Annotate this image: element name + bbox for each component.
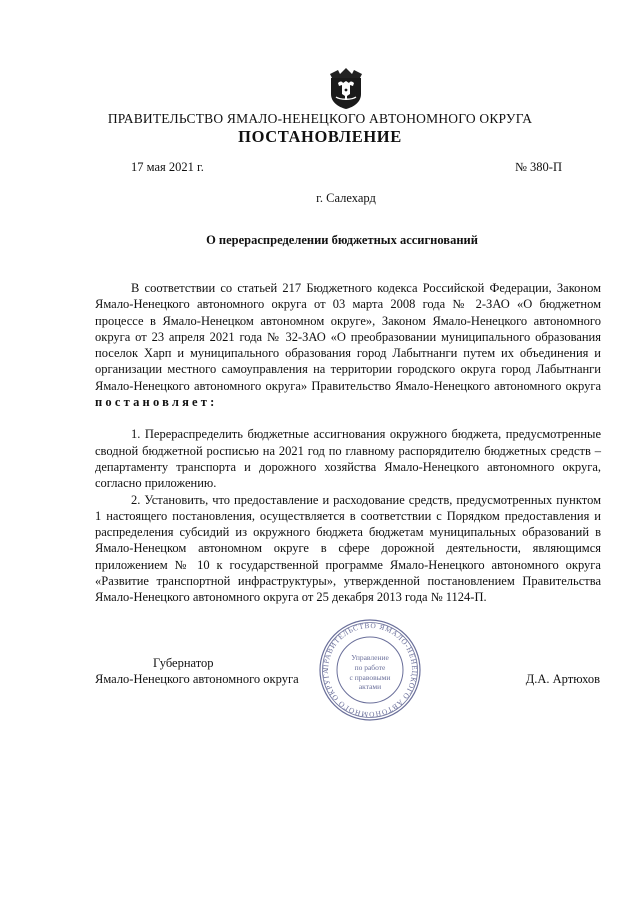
document-date: 17 мая 2021 г. [131, 160, 204, 174]
signatory-region: Ямало-Ненецкого автономного округа [95, 672, 299, 686]
government-title: ПРАВИТЕЛЬСТВО ЯМАЛО-НЕНЕЦКОГО АВТОНОМНОГО ОКРУГА [107, 111, 533, 126]
official-stamp [318, 618, 422, 722]
stamp-ring-text-path: ПРАВИТЕЛЬСТВО ЯМАЛО-НЕНЕЦКОГО АВТОНОМНОГО ОКРУГА [320, 620, 420, 720]
document-city: г. Салехард [316, 191, 376, 205]
signatory-title: Губернатор [153, 656, 214, 670]
preamble-paragraph [95, 280, 601, 410]
stamp-inner-line-4: актами [358, 682, 382, 691]
document-body [95, 280, 601, 606]
stamp-inner-line-1: Управление [351, 653, 389, 662]
clause-2: 2. Установить, что предоставление и расходование средств, предусмотренных пунктом 1 настоящего постановления, осуществляется в соответствии с Порядком предоставления и распределения субсидий из окружного бюджета бюджетам муниципальных образований в Ямало-Ненецком автономном округе в сфере дорожной деятельности, являющимся приложением № 10 к государственной программе Ямало-Ненецкого автономного округа «Развитие транспортной инфраструктуры», утвержденной постановлением Правительства Ямало-Ненецкого автономного округа от 25 декабря 2013 года № 1124-П. [95, 492, 601, 605]
stamp-inner-line-3: с правовыми [349, 673, 391, 682]
document-number: № 380-П [515, 160, 562, 174]
document-type: ПОСТАНОВЛЕНИЕ [238, 127, 402, 146]
stamp-inner-line-2: по работе [354, 663, 386, 672]
preamble-text: В соответствии со статьей 217 Бюджетного кодекса Российской Федерации, Законом Ямало-Ненецкого автономного округа от 03 марта 2008 года № 2-ЗАО «О бюджетном процессе в Ямало-Ненецком автономном округе», Законом Ямало-Ненецкого автономного округа от 23 апреля 2021 года № 32-ЗАО «О преобразовании муниципального образования поселок Харп и муниципального образования город Лабытнанги путем их объединения и организации местного самоуправления на территории городского округа город Лабытнанги Ямало-Ненецкого автономного округа» Правительство Ямало-Ненецкого автономного округа [95, 281, 601, 393]
signatory-name: Д.А. Артюхов [525, 672, 600, 686]
clause-1: 1. Перераспределить бюджетные ассигнования окружного бюджета, предусмотренные сводной бюджетной росписью на 2021 год по главному распорядителю бюджетных средств – департаменту транспорта и дорожного хозяйства Ямало-Ненецкого автономного округа, согласно приложению. [95, 427, 601, 491]
resolves-keyword: постановляет: [95, 395, 218, 410]
coat-of-arms-icon [326, 66, 366, 110]
signatory-position [95, 655, 355, 687]
document-subject: О перераспределении бюджетных ассигнований [206, 233, 478, 247]
